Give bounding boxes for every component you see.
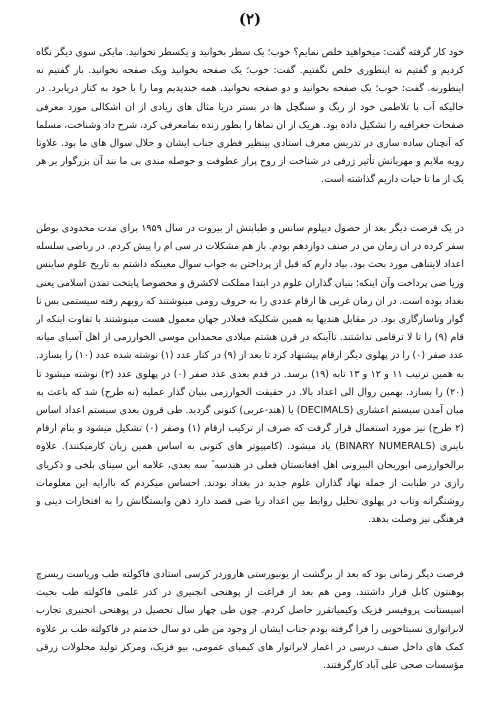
body-text: [36, 44, 464, 694]
paragraph-3: فرصت دیگر زمانی بود که بعد از برگشت از یونیورستی هاروردر کرسی استادی فاکولته طب وریاست ریسرچ پوهنتون کابل قرار داشتند. ومن هم بعد از فراغت از پوهنحی انجنیری در کدر علمی فاکولته طب بحیث اسیستانت پروفیسر فزیک وکیمیاتقرر حاصل کردم. چون طی چهار سال تحصیل در پوهنحی انجنیری تجارب لابراتواری نسبتاخوبی را فرا گرفته بودم جناب ایشان از وجود من طی دو سال خدمتم در فاکولته طب بر علاوه کمک های داخل صنف درسی در اعمار لابراتوار های کیمیای عمومی، بیو فزیک، ومرکز تولید محلولات زرقی مؤسسات صحی علی آباد کارگرفتند.: [36, 569, 464, 672]
paragraph-1: خود کار گرفته گفت: میخواهید خلص نمایم؟ خوب؛ یک سطر بخوانید و یکسطر نخوانید. مایکی سوی دیگر نگاه کردیم و گفتیم نه اینطوری خلص نگفتیم. گفت: خوب؛ یک صفحه بخوانید ویک صفحه نخوانید. باز گفتیم نه اینطورنه. گفت: خوب؛ یک صفحه بخوانید و دو صفحه نخوانید. همه خندیدیم وما را با خود به کنار دریابرد. در حالیکه آب با تلاطمی خود از ریگ و سنگچل ها در بستر دریا مثال های زیادی از ان اشکالی مورد معرفی صفحات جغرافیه را تشکیل داده بود. هریک از ان نماها را بطور زنده بمامعرفی کرد، شرح داد وشناخت، مسلما که آنچنان ساده سازی در تدریس معرف استادی بینظیر فطری جناب ایشان و حلال سوال های ما بود. علاوتا رویه ملایم و مهربانش تأثیر ژرفی در شناخت از روح پراز عطوفت و حوصله مندی بی ما نند آن بزرگوار بر هر یک از ما تا حیات داریم گذاشته است.: [36, 47, 464, 186]
page-number: (۲): [238, 10, 262, 28]
paragraph-2: در یک فرصت دیگر بعد از حصول دیپلوم سانس و طبابتش از بیروت در سال ۱۹۵۹ برای مدت محدودی بوطن سفر کرده در ان زمان من در صنف دوازدهم بودم. باز هم مشکلات در سی ام را پیش کردم. در رباضی سلسله اعداد لایتناهی مورد بحث بود. بیاد دارم که قبل از پرداختن به جواب سوال معینکه داشتم به تاریخ علوم ساینس وریا ضی پرداخت وآن اینکه؛ بنیان گذاران علوم در ابتدا مملکت لاکشرق و مخصوصا پایتخت تمدن اسلامی یعنی بغداد بوده است. در ان زمان غربی ها ارقام عددی را به حروف رومی مینوشتند که روبهم رفته سیستمی بس نا گوار وناسازگاری بود. در مقابل هندیها به همین شکلیکه فعلادر جهان معمول هست مینوشتند با تفاوت اینکه ار قام (۹) را تا لا ترقامی نداشتند. تاآینکه در قرن هشتم میلادی محمدابن موسی الخوارزمی از اهل آسیای میانه عدد صفر (۰) را در پهلوی دیگر ارقام پیشنهاد کرد تا بعد از (۹) در کنار عدد (۱) نوشته شده عدد (۱۰) را بسازد. به همین ترتیب ۱۱ و ۱۲ و ۱۳ تابه (۱۹) برسد. در قدم بعدی عدد صفر (۰) در پهلوی عدد (۲) نوشته میشود تا (۲۰) را بسازد. بهمین روال الی اعداد بالا. در حقیقت الخوارزمی بنیان گذار عملیه (نه طرح) شد که باعث به میان آمدن سیستم اعشاری (DECIMALS) یا (هند-عربی) کنونی گردید. طی قرون بعدی سیستم اعداد اساس (۲ طرح) نیز مورد استعمال قرار گرفت که صرف از ترکیب ارقام (۱) وصفر (۰) تشکیل میشود و بنام ارقام باینری (BINARY NUMERALS) یاد میشود. (کامپیوتر های کنونی به اساس همین زبان کارمیکنند). علاوه برالخوارزمی ابوریحان البیرونی اهل افغانستان فعلی در هندسه ٔ سه بعدی، علامه ابن سینای بلخی و ذکریای رازی در طبابت از جمله نهاد گذاران علوم جدید در بغداد بودند. احساس میکردم که باارایه این معلومات روشنگرانه وتاب در پهلوی تحلیل روابط بین اعداد ریا ضی قصد دارد ذهن وابستگانش را به افتخارات دینی و فرهنگی نیز وصلت بدهد.: [36, 223, 464, 526]
